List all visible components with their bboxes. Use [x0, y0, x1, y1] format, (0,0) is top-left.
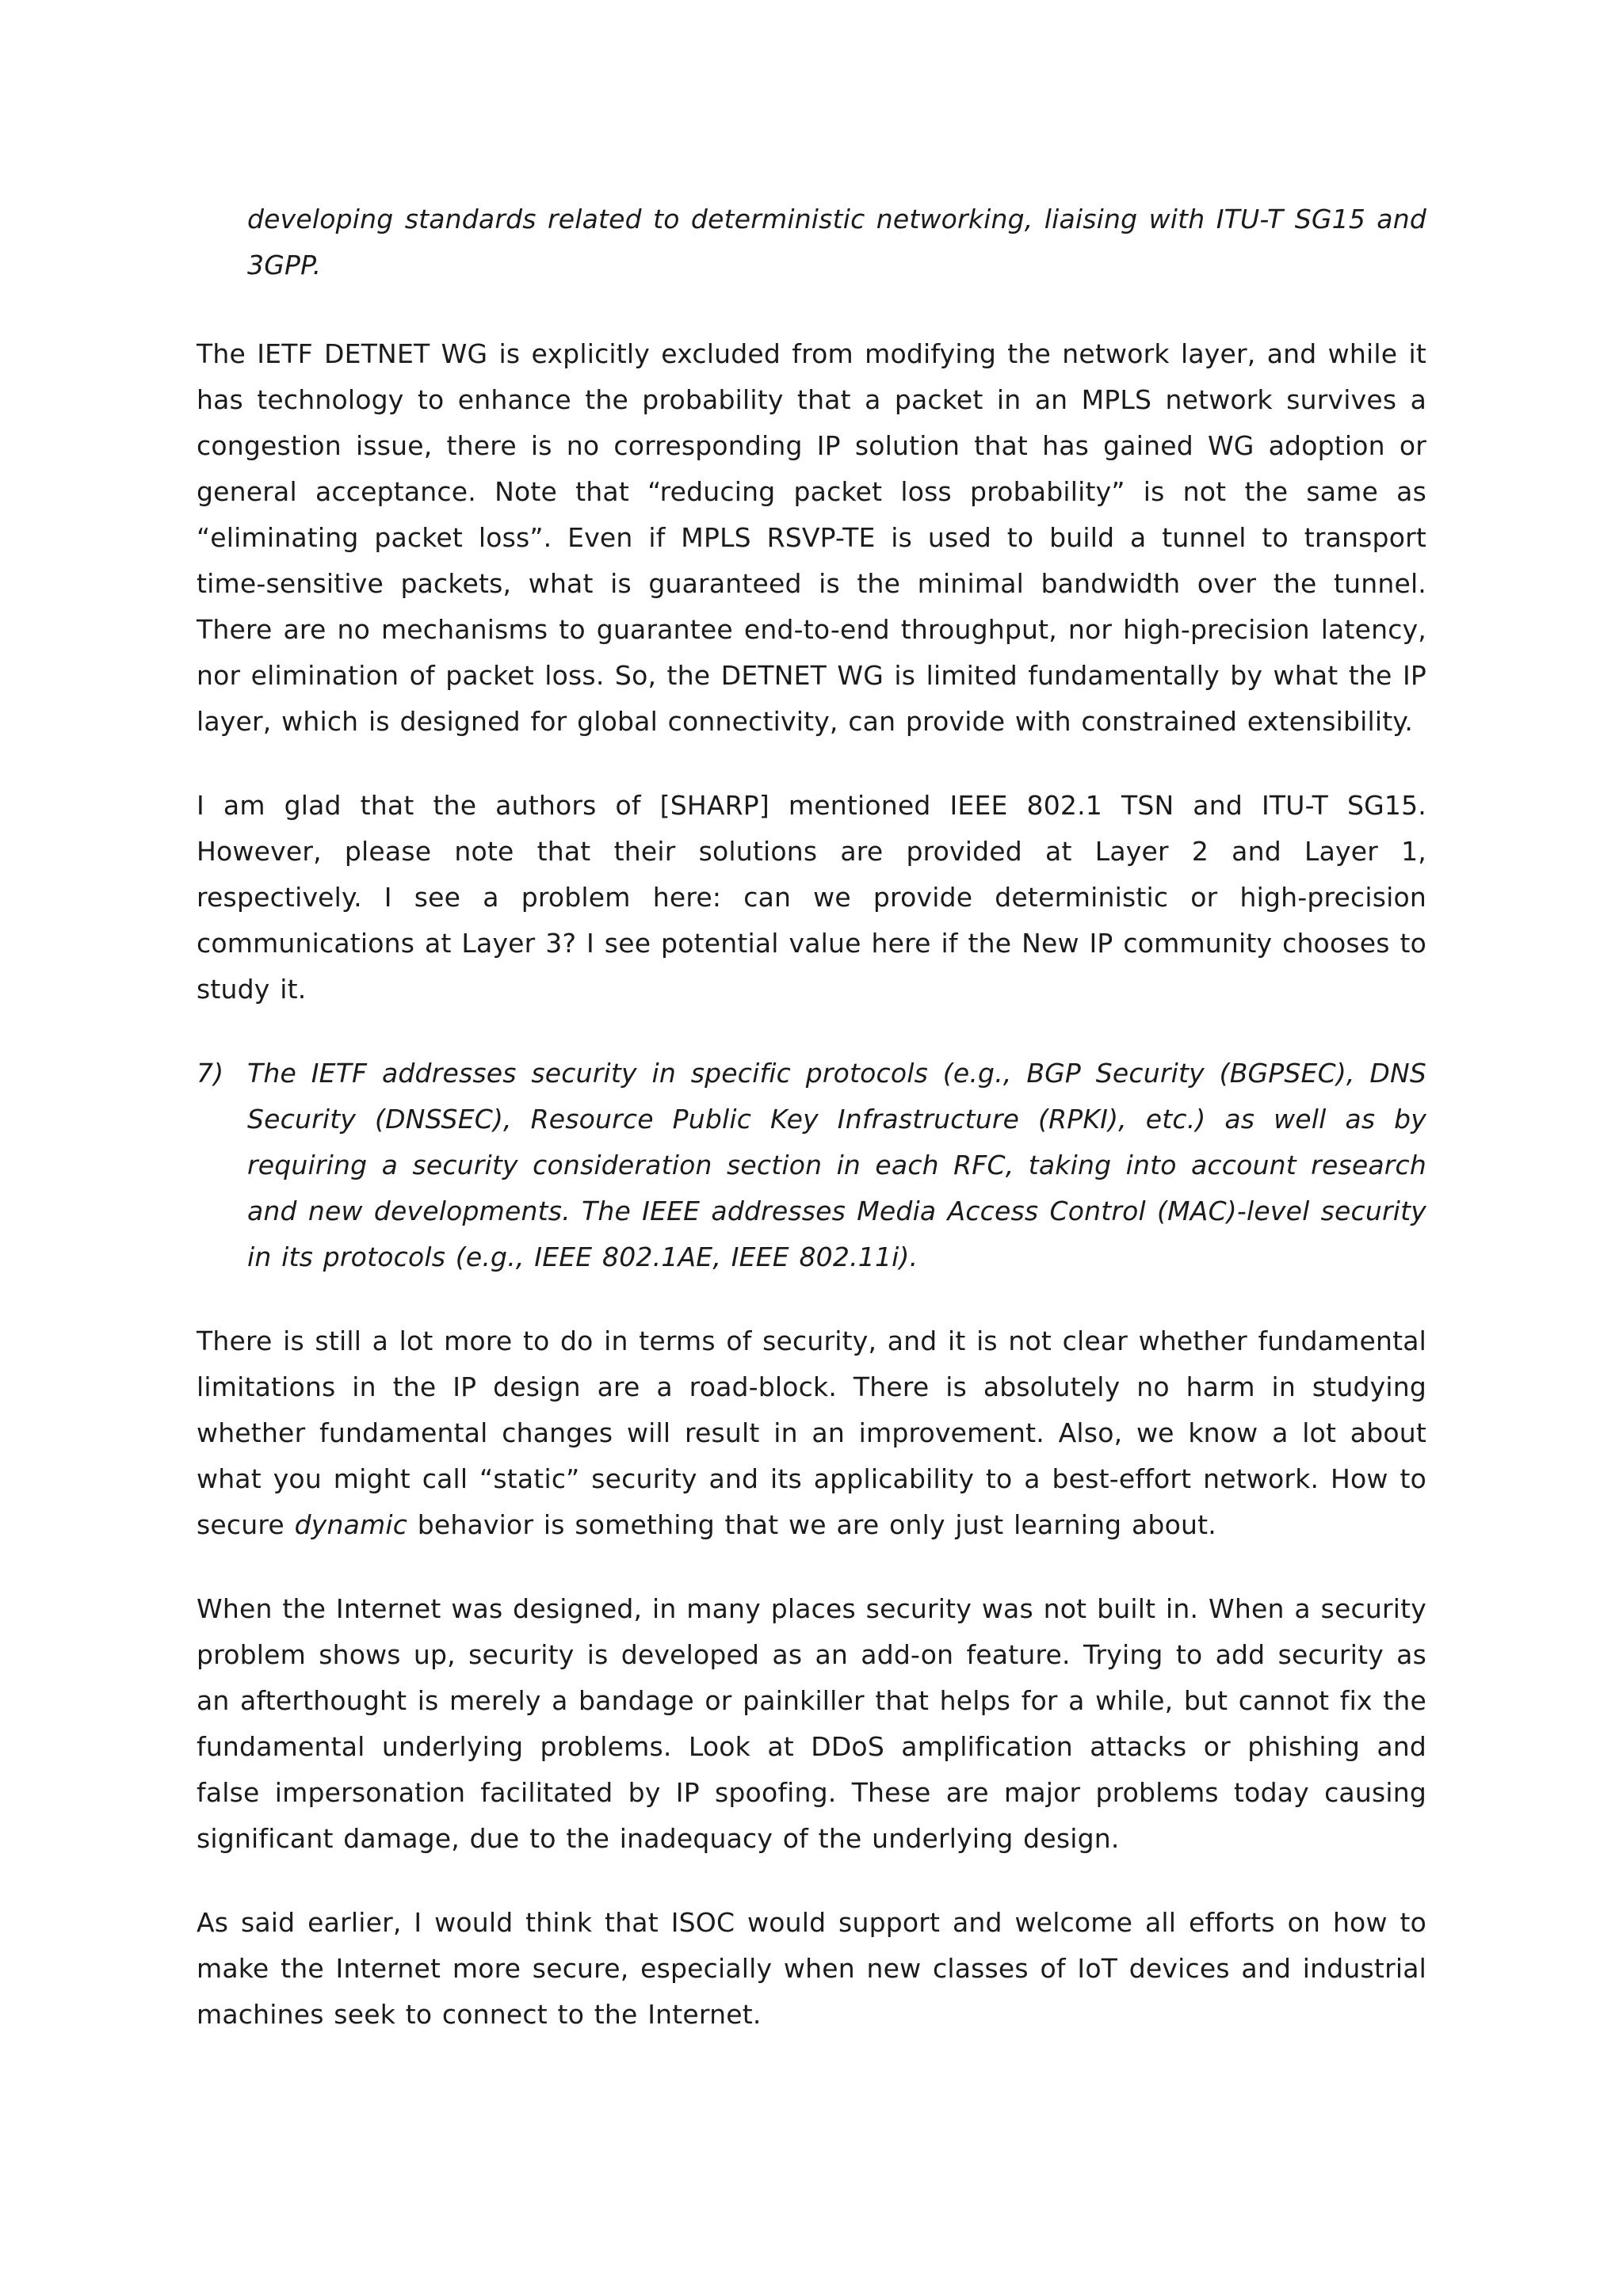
paragraph-security-text-2: behavior is something that we are only just learning about.: [407, 1509, 1216, 1540]
paragraph-isoc: As said earlier, I would think that ISOC would support and welcome all efforts on how to make the Internet more secure, especially when new classes of IoT devices and industrial machines seek to connect to the Internet.: [197, 1907, 1426, 2030]
paragraph-detnet: The IETF DETNET WG is explicitly excluded from modifying the network layer, and while it has technology to enhance the probability that a packet in an MPLS network survives a congestion issue, there is no corresponding IP solution that has gained WG adoption or general acceptance. Note that “reducing packet loss probability” is not the same as “eliminating packet loss”. Even if MPLS RSVP-TE is used to build a tunnel to transport time-sensitive packets, what is guaranteed is the minimal bandwidth over the tunnel. There are no mechanisms to guarantee end-to-end throughput, nor high-precision latency, nor elimination of packet loss. So, the DETNET WG is limited fundamentally by what the IP layer, which is designed for global connectivity, can provide with constrained extensibility.: [197, 338, 1426, 737]
paragraph-security-text-1: There is still a lot more to do in terms of security, and it is not clear whether fundamental limitations in the IP design are a road-block. There is absolutely no harm in studying whether fundamental changes will result in an improvement. Also, we know a lot about what you might call “static” security and its applicability to a best-effort network. How to secure: [197, 1325, 1426, 1540]
quoted-item-continuation: developing standards related to deterministic networking, liaising with ITU-T SG15 and 3GPP.: [247, 204, 1426, 280]
paragraph-sharp: I am glad that the authors of [SHARP] mentioned IEEE 802.1 TSN and ITU-T SG15. However, please note that their solutions are provided at Layer 2 and Layer 1, respectively. I see a problem here: can we provide deterministic or high-precision communications at Layer 3? I see potential value here if the New IP community chooses to study it.: [197, 790, 1426, 1005]
quoted-item-text: The IETF addresses security in specific protocols (e.g., BGP Security (BGPSEC), DNS Security (DNSSEC), Resource Public Key Infrastructure (RPKI), etc.) as well as by requiring a security consideration section in each RFC, taking into account research and new developments. The IEEE addresses Media Access Control (MAC)-level security in its protocols (e.g., IEEE 802.1AE, IEEE 802.11i).: [247, 1058, 1426, 1272]
quoted-item-number: 7): [197, 1058, 224, 1089]
document-body: [197, 196, 1426, 2076]
paragraph-internet-design: When the Internet was designed, in many places security was not built in. When a security problem shows up, security is developed as an add-on feature. Trying to add security as an afterthought is merely a bandage or painkiller that helps for a while, but cannot fix the fundamental underlying problems. Look at DDoS amplification attacks or phishing and false impersonation facilitated by IP spoofing. These are major problems today causing significant damage, due to the inadequacy of the underlying design.: [197, 1593, 1426, 1854]
paragraph-security: [197, 1318, 1426, 1548]
paragraph-security-emphasis: dynamic: [294, 1509, 408, 1540]
quoted-item-7: [197, 1051, 1426, 1280]
